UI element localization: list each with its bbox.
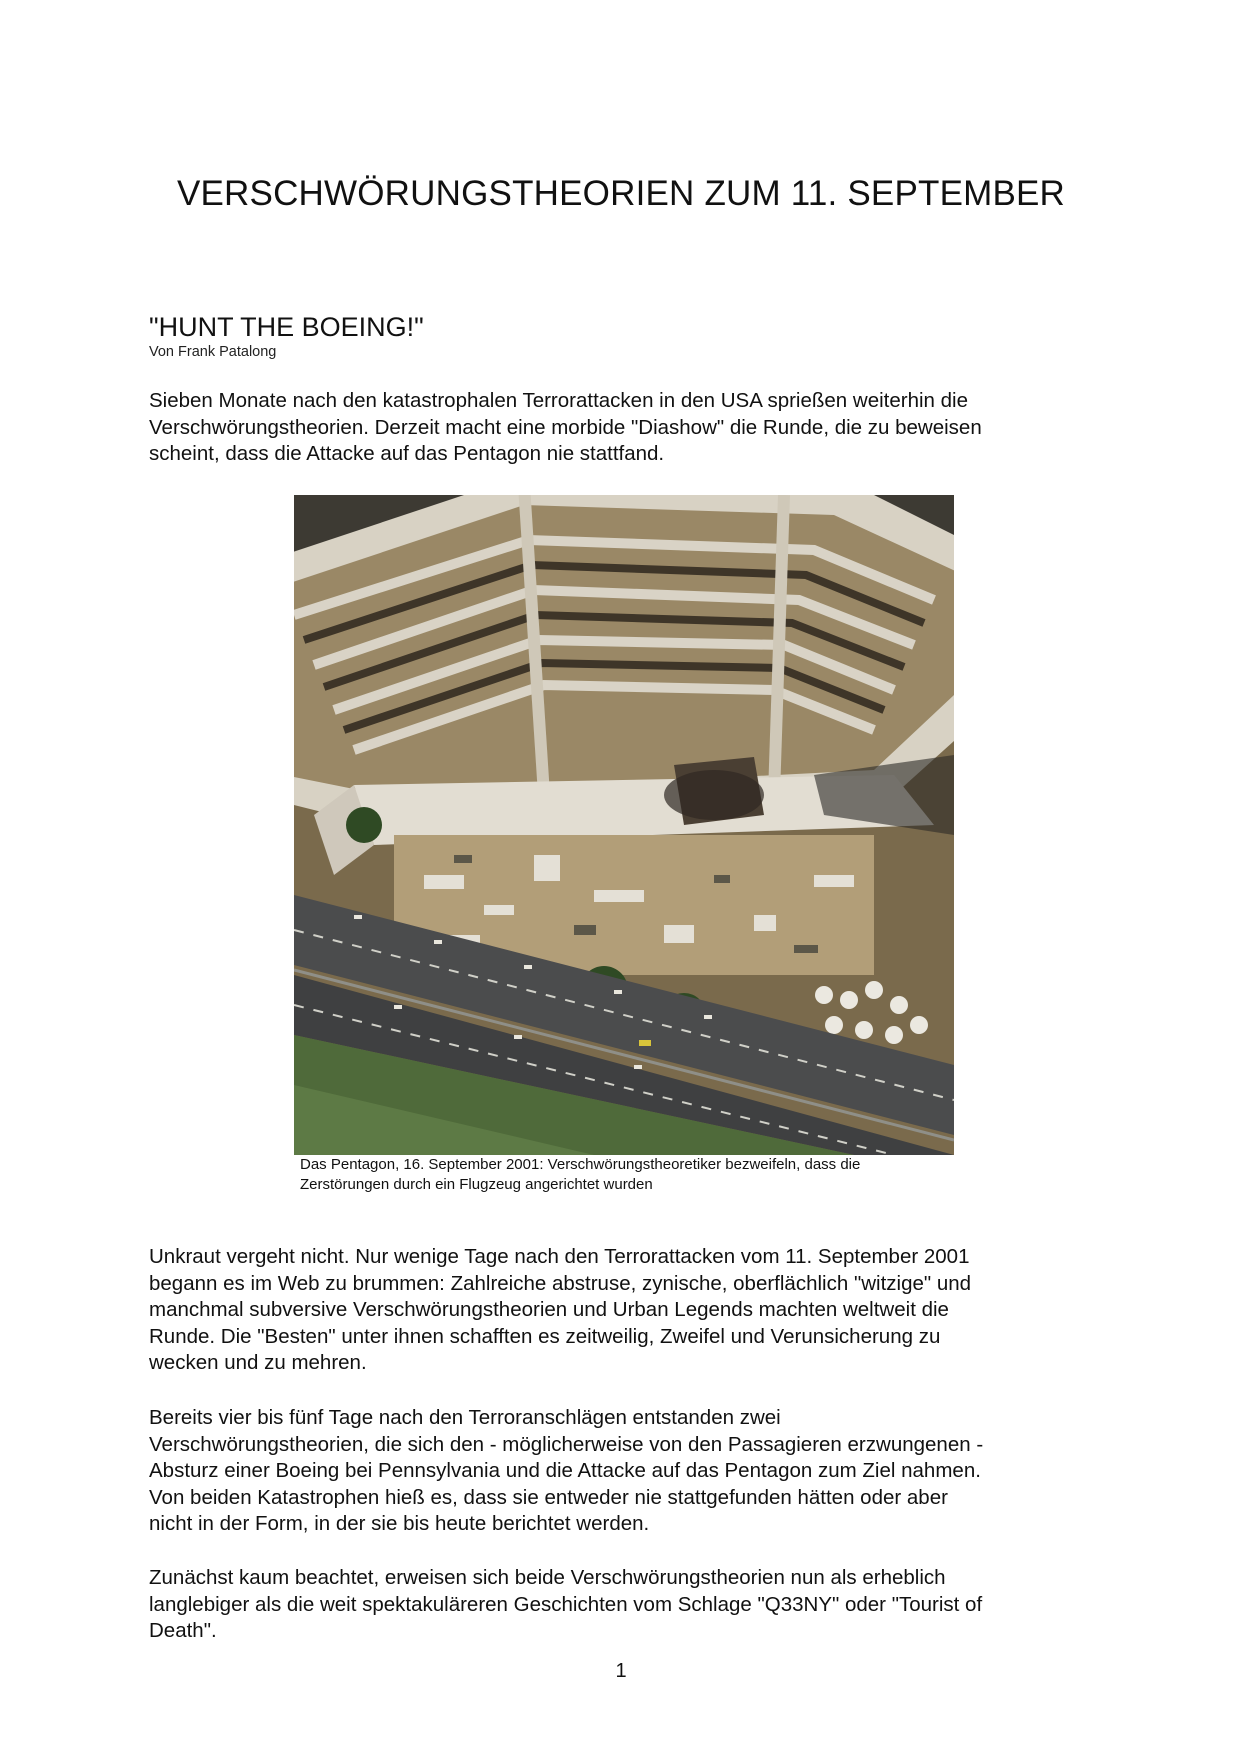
article-paragraph: Unkraut vergeht nicht. Nur wenige Tage nach den Terrorattacken vom 11. September 2001 begann es im Web zu brummen: Zahlreiche abstruse, zynische, oberflächlich "witzige" und manchmal subversive Verschwörungstheorien und Urban Legends machten weltweit die Runde. Die "Besten" unter ihnen schafften es zeitweilig, Zweifel und Verunsicherung zu wecken und zu mehren.: [149, 1245, 972, 1374]
photo-caption: Das Pentagon, 16. September 2001: Verschwörungstheoretiker bezweifeln, dass die Zerstörungen durch ein Flugzeug angerichtet wurden: [300, 1156, 861, 1193]
article-byline: Von Frank Patalong: [149, 344, 277, 360]
article-paragraph: Zunächst kaum beachtet, erweisen sich beide Verschwörungstheorien nun als erheblich langlebiger als die weit spektakuläreren Geschichten vom Schlage "Q33NY" oder "Tourist of Death".: [149, 1566, 983, 1642]
document-title: VERSCHWÖRUNGSTHEORIEN ZUM 11. SEPTEMBER: [176, 174, 1066, 213]
article-lead-paragraph: Sieben Monate nach den katastrophalen Terrorattacken in den USA sprießen weiterhin die Verschwörungstheorien. Derzeit macht eine morbide "Diashow" die Runde, die zu beweisen scheint, dass die Attacke auf das Pentagon nie stattfand.: [149, 389, 982, 465]
pentagon-aerial-photo: [294, 495, 954, 1155]
page-number: 1: [615, 1660, 627, 1682]
article-paragraph: Bereits vier bis fünf Tage nach den Terroranschlägen entstanden zwei Verschwörungstheorien, die sich den - möglicherweise von den Passagieren erzwungenen - Absturz einer Boeing bei Pennsylvania und die Attacke auf das Pentagon zum Ziel nahmen. Von beiden Katastrophen hieß es, dass sie entweder nie stattgefunden hätten oder aber nicht in der Form, in der sie bis heute berichtet werden.: [149, 1406, 984, 1535]
article-headline: "HUNT THE BOEING!": [149, 312, 424, 342]
